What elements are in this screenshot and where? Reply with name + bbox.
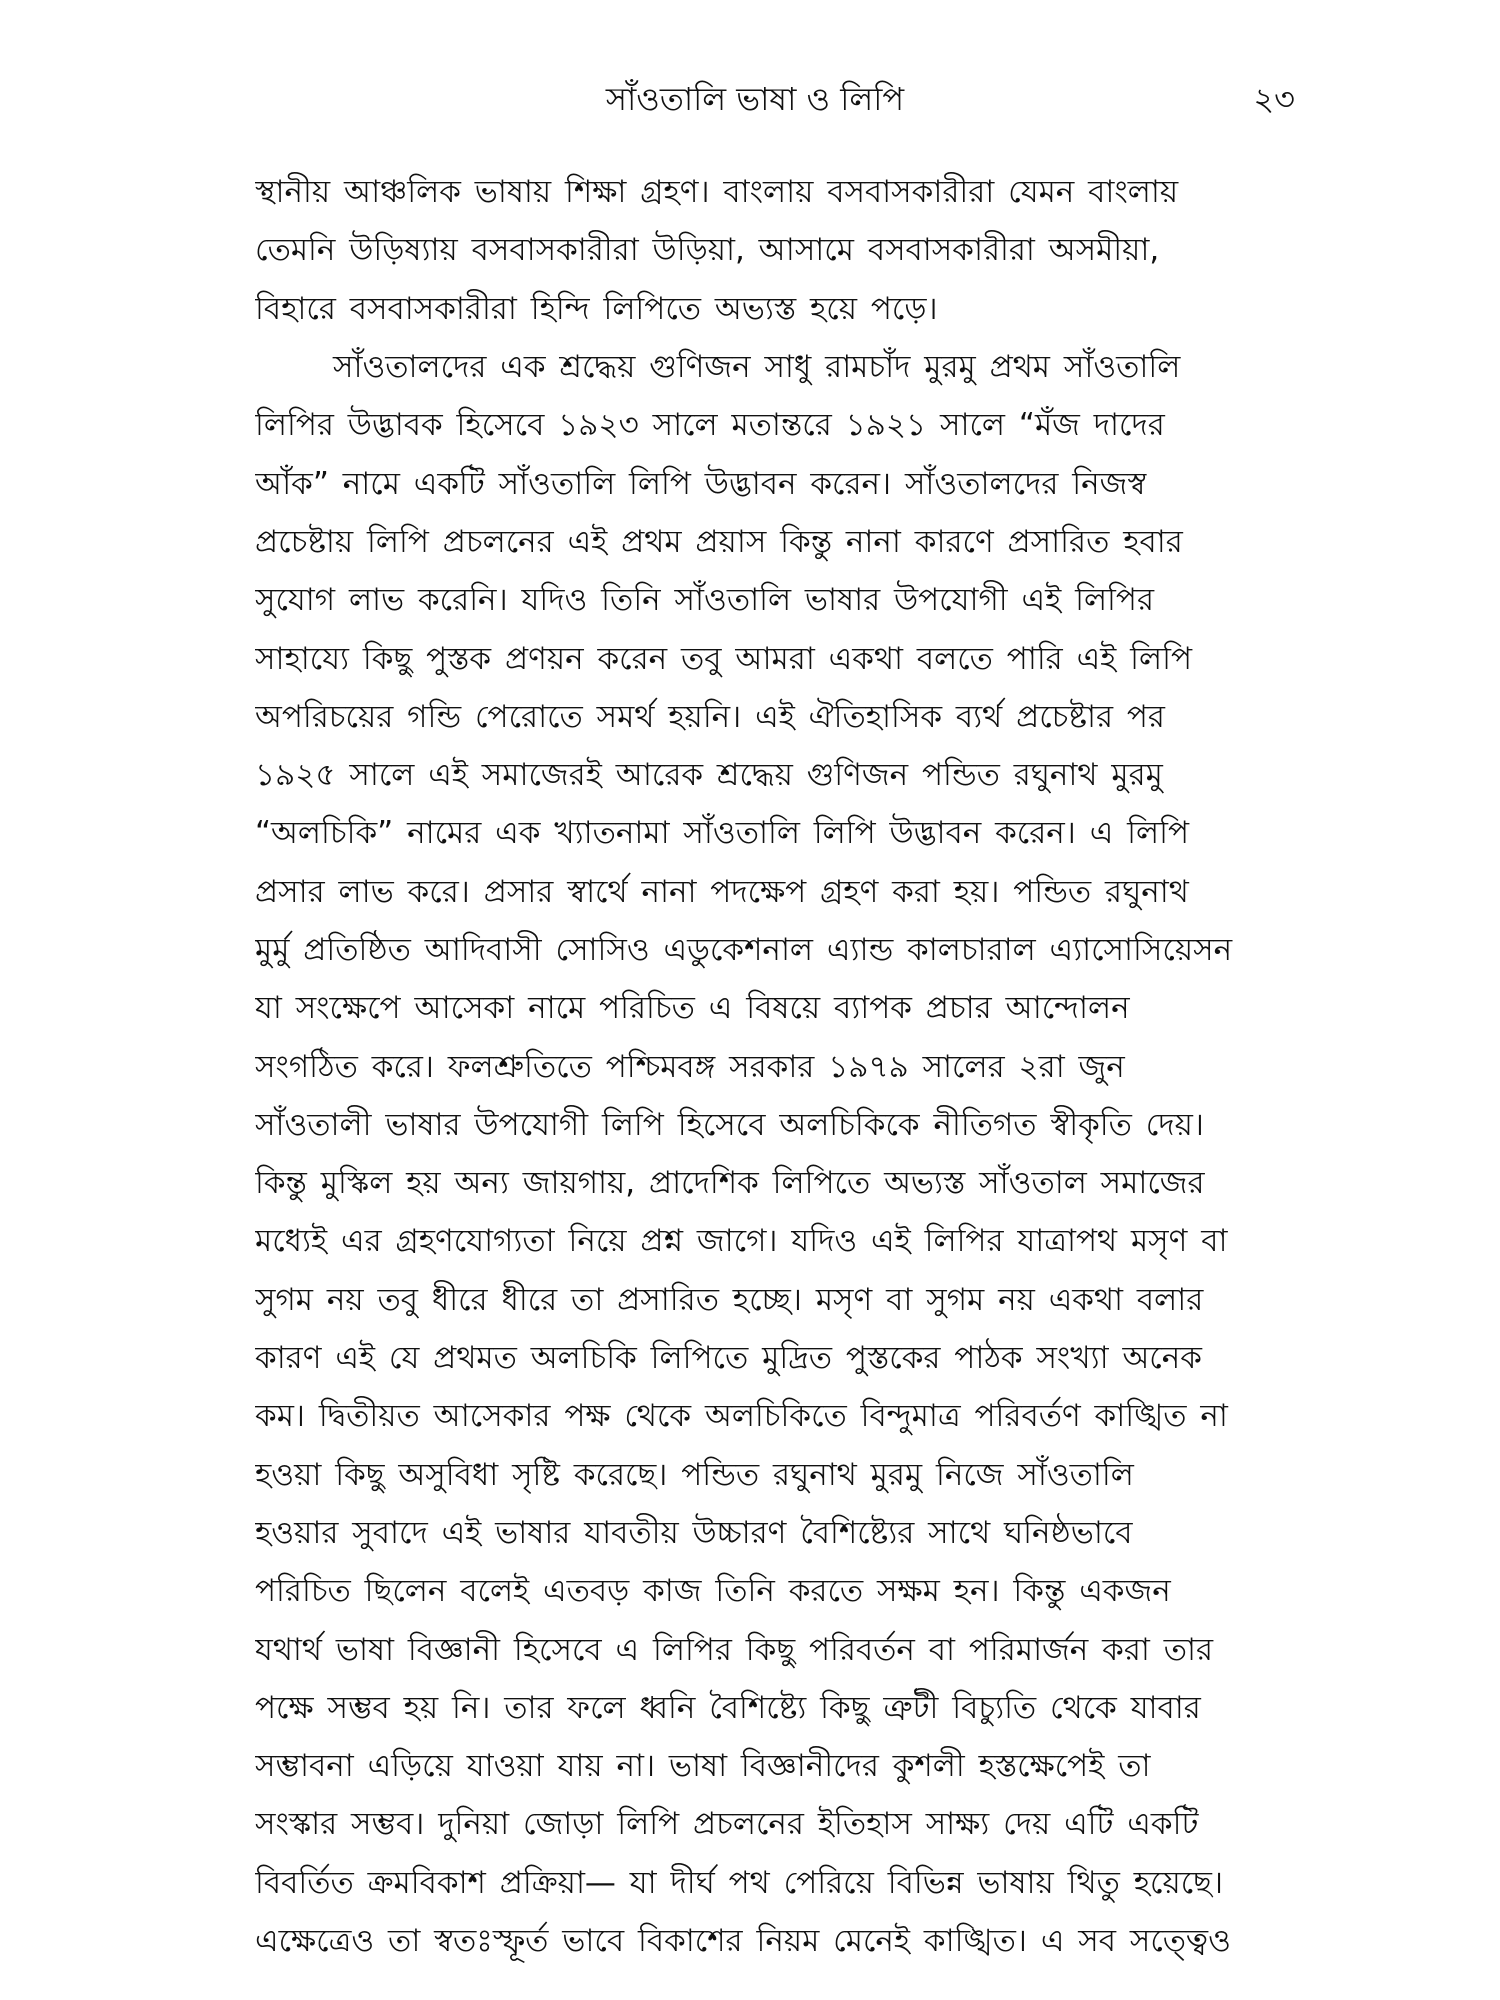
line-text: হওয়ার সুবাদে এই ভাষার যাবতীয় উচ্চারণ বৈশিষ্ট্যের সাথে ঘনিষ্ঠভাবে xyxy=(255,1514,1133,1551)
text-line xyxy=(255,282,1315,340)
line-text: সাহায্যে কিছু পুস্তক প্রণয়ন করেন তবু আমরা একথা বলতে পারি এই লিপি xyxy=(255,640,1193,677)
text-line xyxy=(255,223,1315,281)
body-text xyxy=(255,165,1315,1972)
text-line xyxy=(255,1331,1315,1389)
text-line xyxy=(255,1564,1315,1622)
text-line xyxy=(255,1797,1315,1855)
line-text: কারণ এই যে প্রথমত অলচিকি লিপিতে মুদ্রিত পুস্তকের পাঠক সংখ্যা অনেক xyxy=(255,1340,1202,1377)
line-text: বিহারে বসবাসকারীরা হিন্দি লিপিতে অভ্যস্ত হয়ে পড়ে। xyxy=(255,290,938,327)
line-text: সুযোগ লাভ করেনি। যদিও তিনি সাঁওতালি ভাষার উপযোগী এই লিপির xyxy=(255,582,1154,619)
line-text: সাঁওতালী ভাষার উপযোগী লিপি হিসেবে অলচিকিকে নীতিগত স্বীকৃতি দেয়। xyxy=(255,1106,1205,1143)
line-text: পরিচিত ছিলেন বলেই এতবড় কাজ তিনি করতে সক্ষম হন। কিন্তু একজন xyxy=(255,1573,1171,1610)
line-text: এক্ষেত্রেও তা স্বতঃস্ফূর্ত ভাবে বিকাশের নিয়ম মেনেই কাঙ্খিত। এ সব সত্ত্বেও xyxy=(255,1923,1231,1960)
line-text: যথার্থ ভাষা বিজ্ঞানী হিসেবে এ লিপির কিছু পরিবর্তন বা পরিমার্জন করা তার xyxy=(255,1631,1214,1668)
line-text: যা সংক্ষেপে আসেকা নামে পরিচিত এ বিষয়ে ব্যাপক প্রচার আন্দোলন xyxy=(255,990,1130,1027)
line-text: ১৯২৫ সালে এই সমাজেরই আরেক শ্রদ্ধেয় গুণিজন পন্ডিত রঘুনাথ মুরমু xyxy=(255,757,1163,794)
line-text: কম। দ্বিতীয়ত আসেকার পক্ষ থেকে অলচিকিতে বিন্দুমাত্র পরিবর্তণ কাঙ্খিত না xyxy=(255,1398,1228,1435)
line-text: হওয়া কিছু অসুবিধা সৃষ্টি করেছে। পন্ডিত রঘুনাথ মুরমু নিজে সাঁওতালি xyxy=(255,1456,1134,1493)
text-line xyxy=(255,1039,1315,1097)
text-line xyxy=(255,1681,1315,1739)
running-header xyxy=(0,78,1500,128)
line-text: স্থানীয় আঞ্চলিক ভাষায় শিক্ষা গ্রহণ। বাংলায় বসবাসকারীরা যেমন বাংলায় xyxy=(255,174,1179,211)
text-line xyxy=(255,1622,1315,1680)
line-text: সম্ভাবনা এড়িয়ে যাওয়া যায় না। ভাষা বিজ্ঞানীদের কুশলী হস্তক্ষেপেই তা xyxy=(255,1748,1151,1785)
text-line xyxy=(255,1448,1315,1506)
line-text: প্রচেষ্টায় লিপি প্রচলনের এই প্রথম প্রয়াস কিন্তু নানা কারণে প্রসারিত হবার xyxy=(255,523,1183,560)
text-line xyxy=(255,573,1315,631)
line-text: মুর্মু প্রতিষ্ঠিত আদিবাসী সোসিও এডুকেশনাল এ্যান্ড কালচারাল এ্যাসোসিয়েসন xyxy=(255,932,1233,968)
text-line xyxy=(255,981,1315,1039)
text-line xyxy=(255,398,1315,456)
line-text: আঁক” নামে একটি সাঁওতালি লিপি উদ্ভাবন করেন। সাঁওতালদের নিজস্ব xyxy=(255,465,1147,502)
text-line xyxy=(255,515,1315,573)
text-line xyxy=(255,865,1315,923)
text-line xyxy=(255,165,1315,223)
text-line xyxy=(255,923,1315,981)
text-line xyxy=(255,456,1315,514)
text-line xyxy=(255,1098,1315,1156)
text-line xyxy=(255,631,1315,689)
text-line xyxy=(255,340,1315,398)
line-text: সুগম নয় তবু ধীরে ধীরে তা প্রসারিত হচ্ছে। মসৃণ বা সুগম নয় একথা বলার xyxy=(255,1281,1204,1318)
text-line xyxy=(255,1914,1315,1972)
text-line xyxy=(255,1506,1315,1564)
text-line xyxy=(255,1156,1315,1214)
line-text: কিন্তু মুস্কিল হয় অন্য জায়গায়, প্রাদেশিক লিপিতে অভ্যস্ত সাঁওতাল সমাজের xyxy=(255,1165,1205,1202)
line-text: সংস্কার সম্ভব। দুনিয়া জোড়া লিপি প্রচলনের ইতিহাস সাক্ষ্য দেয় এটি একটি xyxy=(255,1806,1199,1843)
line-text: বিবর্তিত ক্রমবিকাশ প্রক্রিয়া— যা দীর্ঘ পথ পেরিয়ে বিভিন্ন ভাষায় থিতু হয়েছে। xyxy=(255,1864,1224,1901)
line-text: পক্ষে সম্ভব হয় নি। তার ফলে ধ্বনি বৈশিষ্ট্যে কিছু ত্রুটী বিচ্যুতি থেকে যাবার xyxy=(255,1689,1201,1726)
text-line xyxy=(255,1739,1315,1797)
text-line xyxy=(255,748,1315,806)
line-text: সংগঠিত করে। ফলশ্রুতিতে পশ্চিমবঙ্গ সরকার ১৯৭৯ সালের ২রা জুন xyxy=(255,1048,1125,1085)
text-line xyxy=(255,806,1315,864)
text-line xyxy=(255,1856,1315,1914)
line-text: তেমনি উড়িষ্যায় বসবাসকারীরা উড়িয়া, আসামে বসবাসকারীরা অসমীয়া, xyxy=(255,232,1160,269)
page-number: ২৩ xyxy=(1253,80,1295,118)
text-line xyxy=(255,1273,1315,1331)
text-line xyxy=(255,1389,1315,1447)
line-text: “অলচিকি” নামের এক খ্যাতনামা সাঁওতালি লিপি উদ্ভাবন করেন। এ লিপি xyxy=(255,815,1190,852)
text-line xyxy=(255,1214,1315,1272)
line-text: সাঁওতালদের এক শ্রদ্ধেয় গুণিজন সাধু রামচাঁদ মুরমু প্রথম সাঁওতালি xyxy=(333,349,1181,386)
running-title: সাঁওতালি ভাষা ও লিপি xyxy=(605,80,905,118)
line-text: মধ্যেই এর গ্রহণযোগ্যতা নিয়ে প্রশ্ন জাগে। যদিও এই লিপির যাত্রাপথ মসৃণ বা xyxy=(255,1223,1228,1260)
line-text: প্রসার লাভ করে। প্রসার স্বার্থে নানা পদক্ষেপ গ্রহণ করা হয়। পন্ডিত রঘুনাথ xyxy=(255,873,1189,910)
text-line xyxy=(255,690,1315,748)
line-text: অপরিচয়ের গন্ডি পেরোতে সমর্থ হয়নি। এই ঐতিহাসিক ব্যর্থ প্রচেষ্টার পর xyxy=(255,698,1165,735)
line-text: লিপির উদ্ভাবক হিসেবে ১৯২৩ সালে মতান্তরে ১৯২১ সালে “মঁজ দাদের xyxy=(255,407,1165,444)
